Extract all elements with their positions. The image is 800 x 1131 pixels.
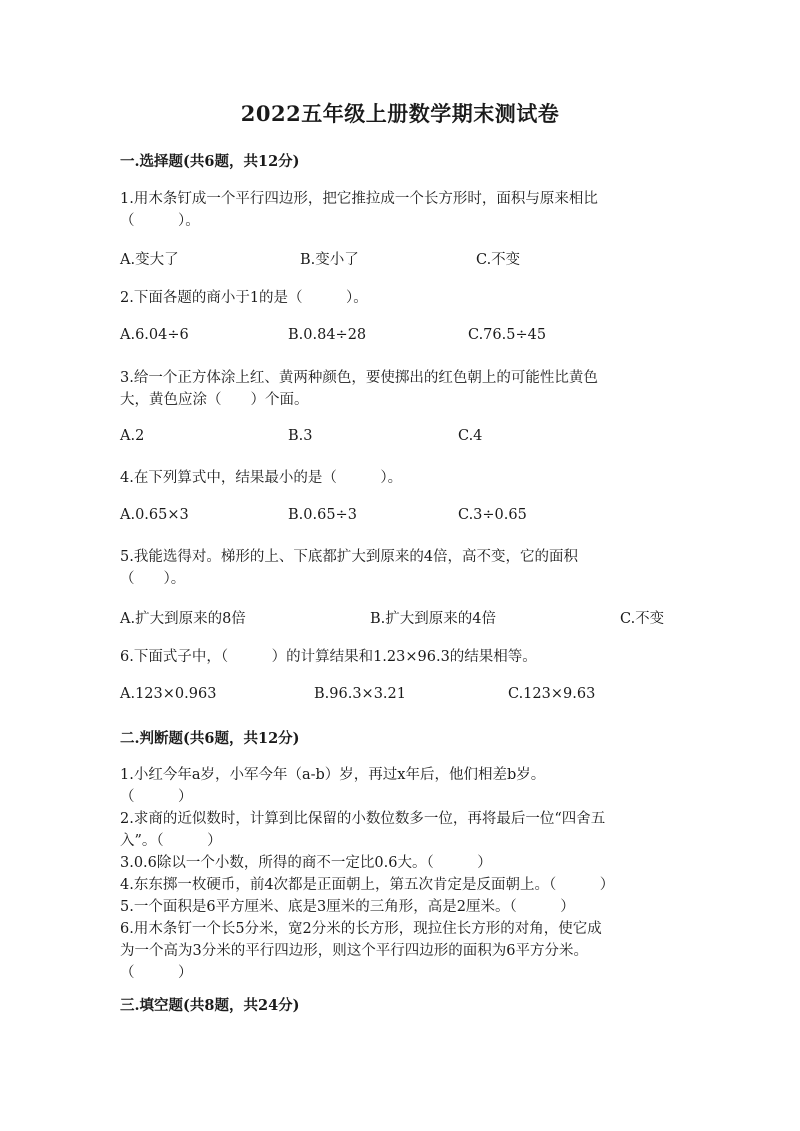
question-text: 1.用木条钉成一个平行四边形，把它推拉成一个长方形时，面积与原来相比 <box>120 191 598 207</box>
option-c: C.76.5÷45 <box>468 327 547 343</box>
option-b: B.3 <box>288 428 313 444</box>
question-5 <box>120 546 680 590</box>
judgment-list <box>120 764 680 984</box>
options-2 <box>120 327 680 349</box>
judgment-item: 4.东东掷一枚硬币，前4次都是正面朝上，第五次肯定是反面朝上。（ ） <box>120 877 615 893</box>
judgment-item: 6.用木条钉一个长5分米，宽2分米的长方形，现拉住长方形的对角，使它成 <box>120 921 602 937</box>
option-c: C.不变 <box>620 611 665 627</box>
option-b: B.96.3×3.21 <box>314 686 406 702</box>
page-title: 2022五年级上册数学期末测试卷 <box>240 101 560 126</box>
question-6 <box>120 646 680 668</box>
judgment-item: 1.小红今年a岁，小军今年（a-b）岁，再过x年后，他们相差b岁。 <box>120 767 546 783</box>
option-c: C.3÷0.65 <box>458 507 527 523</box>
judgment-item: （ ） <box>120 965 193 981</box>
options-5 <box>120 607 680 629</box>
option-b: B.0.65÷3 <box>288 507 357 523</box>
judgment-item: （ ） <box>120 789 193 805</box>
question-text: 5.我能选得对。梯形的上、下底都扩大到原来的4倍，高不变，它的面积 <box>120 549 579 565</box>
option-b: B.0.84÷28 <box>288 327 367 343</box>
option-c: C.不变 <box>476 252 521 268</box>
option-a: A.6.04÷6 <box>120 327 189 343</box>
option-a: A.2 <box>120 428 145 444</box>
section-heading-choice: 一.选择题(共6题，共12分) <box>120 153 300 170</box>
option-a: A.123×0.963 <box>120 686 217 702</box>
option-b: B.变小了 <box>300 252 359 268</box>
question-text: （ ）。 <box>120 571 186 587</box>
question-text: 大，黄色应涂（ ）个面。 <box>120 392 309 408</box>
option-c: C.4 <box>458 428 483 444</box>
option-c: C.123×9.63 <box>508 686 596 702</box>
question-text: 4.在下列算式中，结果最小的是（ ）。 <box>120 470 403 486</box>
section-heading-judgment: 二.判断题(共6题，共12分) <box>120 730 300 747</box>
question-text: 3.给一个正方体涂上红、黄两种颜色，要使掷出的红色朝上的可能性比黄色 <box>120 370 598 386</box>
question-text: 6.下面式子中，（ ）的计算结果和1.23×96.3的结果相等。 <box>120 649 537 665</box>
options-4 <box>120 507 680 529</box>
options-1 <box>120 248 680 270</box>
section-heading-fill: 三.填空题(共8题，共24分) <box>120 997 300 1014</box>
question-text: 2.下面各题的商小于1的是（ ）。 <box>120 290 368 306</box>
question-4 <box>120 467 680 489</box>
judgment-item: 为一个高为3分米的平行四边形，则这个平行四边形的面积为6平方分米。 <box>120 943 588 959</box>
options-6 <box>120 686 680 708</box>
options-3 <box>120 428 680 450</box>
judgment-item: 5.一个面积是6平方厘米、底是3厘米的三角形，高是2厘米。（ ） <box>120 899 575 915</box>
option-a: A.0.65×3 <box>120 507 189 523</box>
question-1 <box>120 188 680 232</box>
question-3 <box>120 367 680 411</box>
option-a: A.变大了 <box>120 252 179 268</box>
judgment-item: 入”。（ ） <box>120 833 222 849</box>
judgment-item: 3.0.6除以一个小数，所得的商不一定比0.6大。（ ） <box>120 855 492 871</box>
question-text: （ ）。 <box>120 213 200 229</box>
option-a: A.扩大到原来的8倍 <box>120 611 246 627</box>
judgment-item: 2.求商的近似数时，计算到比保留的小数位数多一位，再将最后一位“四舍五 <box>120 811 606 827</box>
option-b: B.扩大到原来的4倍 <box>370 611 496 627</box>
question-2 <box>120 287 680 309</box>
